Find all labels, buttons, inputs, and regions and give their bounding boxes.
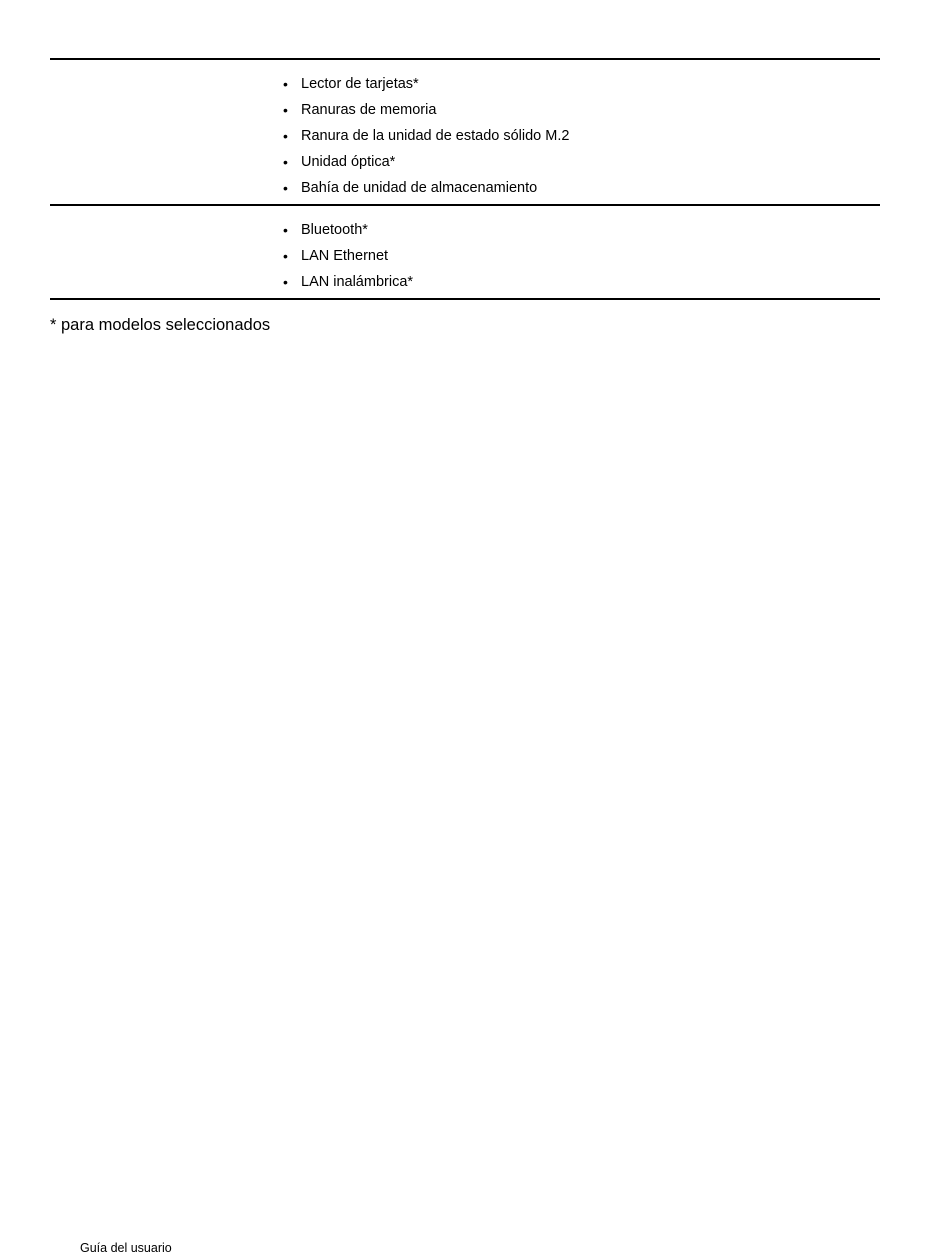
list-item-text: LAN inalámbrica* [301, 274, 414, 290]
bullet-icon: • [283, 128, 288, 144]
list-item [283, 123, 880, 149]
bullet-icon: • [283, 222, 288, 238]
footnote: * para modelos seleccionados [50, 316, 271, 334]
list-item-text: Bahía de unidad de almacenamiento [301, 180, 538, 196]
list-item [283, 97, 880, 123]
feature-list [262, 60, 880, 204]
bullet-icon: • [283, 274, 288, 290]
list-item-text: LAN Ethernet [301, 248, 389, 264]
spec-table [50, 58, 880, 300]
row-content [262, 205, 880, 299]
list-item [283, 217, 880, 243]
feature-list [262, 206, 880, 298]
bullet-icon: • [283, 248, 288, 264]
page-footer-title: Guía del usuario [80, 1241, 172, 1255]
row-label [50, 59, 262, 205]
row-label [50, 205, 262, 299]
list-item [283, 175, 880, 201]
bullet-icon: • [283, 102, 288, 118]
list-item [283, 269, 880, 295]
list-item-text: Unidad óptica* [301, 154, 396, 170]
list-item [283, 71, 880, 97]
list-item-text: Ranura de la unidad de estado sólido M.2 [301, 128, 570, 144]
table-row [50, 205, 880, 299]
list-item-text: Ranuras de memoria [301, 102, 437, 118]
list-item [283, 243, 880, 269]
bullet-icon: • [283, 76, 288, 92]
list-item-text: Lector de tarjetas* [301, 76, 419, 92]
bullet-icon: • [283, 180, 288, 196]
list-item [283, 149, 880, 175]
table-row [50, 59, 880, 205]
list-item-text: Bluetooth* [301, 222, 368, 238]
bullet-icon: • [283, 154, 288, 170]
row-content [262, 59, 880, 205]
